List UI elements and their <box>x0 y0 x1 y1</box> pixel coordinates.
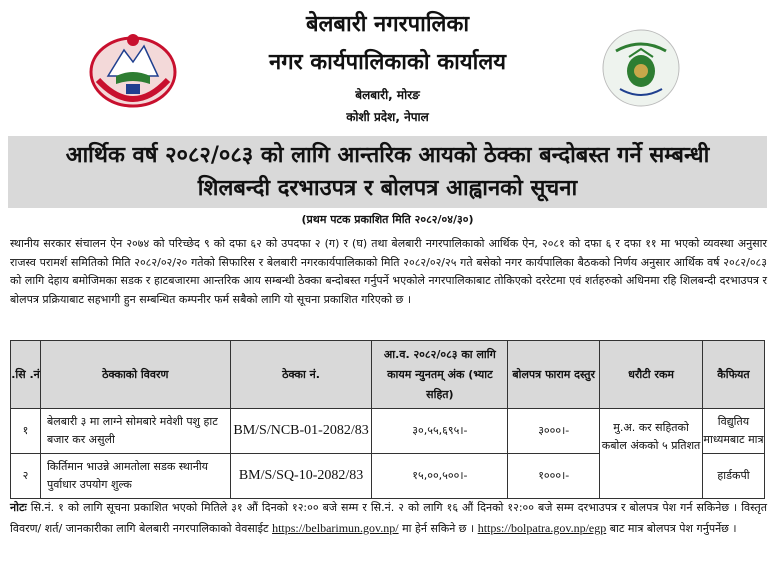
col-header-form-fee: बोलपत्र फाराम दस्तुर <box>508 341 600 409</box>
nepal-emblem-icon <box>86 28 180 110</box>
row-contract-no: BM/S/SQ-10-2082/83 <box>230 454 372 499</box>
office-name: नगर कार्यपालिकाको कार्यालय <box>269 50 506 75</box>
table-row <box>11 409 765 454</box>
col-header-remarks: कैफियत <box>702 341 764 409</box>
municipality-name: बेलबारी नगरपालिका <box>305 12 470 37</box>
row-description: बेलबारी ३ मा लाग्ने सोमबारे मवेशी पशु हाट बजार कर असुली <box>40 409 230 454</box>
row-contract-no: BM/S/NCB-01-2082/83 <box>230 409 372 454</box>
note-text-3: बाट मात्र बोलपत्र पेश गर्नुपर्नेछ । <box>606 522 737 535</box>
notice-title-line-2: शिलबन्दी दरभाउपत्र र बोलपत्र आह्वानको सूचना <box>197 176 578 201</box>
row-min-amount: १५,००,५००।- <box>372 454 508 499</box>
notice-title-line-1: आर्थिक वर्ष २०८२/०८३ को लागि आन्तरिक आयको ठेक्का बन्दोबस्त गर्ने सम्बन्धी <box>65 143 710 168</box>
notice-body-paragraph: स्थानीय सरकार संचालन ऐन २०७४ को परिच्छेद ९ को दफा ६२ को उपदफा २ (ग) र (घ) तथा बेलबारी नगरपालिकाको आर्थिक ऐन, २०८१ को दफा ६ र दफा ११ मा भएको व्यवस्था अनुसार राजस्व परामर्श समितिको मिति २०८२/०२/२० गतेको सिफारिस र बेलबारी नगरकार्यपालिकाको मिति २०८२/०२/२५ गते बसेको नगर कार्यपालिका बैठकको निर्णय अनुसार आर्थिक वर्ष २०८२/०८३ को लागि देहाय बमोजिमका सडक र हाटबजारमा आन्तरिक आय सम्बन्धी ठेक्का बन्दोबस्त गर्नुपर्ने भएकोले नगरपालिकाबाट तोकिएको दररेटमा एवं शर्तहरुको अधिनमा रहि शिलबन्दी दरभाउपत्र र बोलपत्र प्रक्रियाबाट सहभागी हुन सम्बन्धित कम्पनीर फर्म सबैको लागि यो सूचना प्रकाशित गरिएको छ । <box>10 237 767 306</box>
col-header-contract-no: ठेक्का नं. <box>230 341 372 409</box>
row-sn: २ <box>11 454 41 499</box>
deposit-amount: मु.अ. कर सहितको कबोल अंकको ५ प्रतिशत <box>600 409 703 499</box>
row-sn: १ <box>11 409 41 454</box>
col-header-sn: .सि .नं <box>11 341 41 409</box>
row-description: किर्तिमान भाउन्ने आमतोला सडक स्थानीय पुर्वाधार उपयोग शुल्क <box>40 454 230 499</box>
col-header-description: ठेक्काको विवरण <box>40 341 230 409</box>
row-form-fee: १०००।- <box>508 454 600 499</box>
contract-table <box>10 340 765 499</box>
row-min-amount: ३०,५५,६९५।- <box>372 409 508 454</box>
col-header-min-amount: आ.व. २०८२/०८३ का लागि कायम न्युनतम् अंक (भ्याट सहित) <box>372 341 508 409</box>
publication-date: (प्रथम पटक प्रकाशित मिति २०८२/०४/३०) <box>301 213 474 226</box>
row-remarks: विद्युतिय माध्यमबाट मात्र <box>702 409 764 454</box>
office-location: बेलबारी, मोरङ <box>355 88 420 102</box>
notice-header <box>0 0 775 136</box>
municipality-website-link[interactable]: https://belbarimun.gov.np/ <box>272 521 399 535</box>
note-label: नोटः <box>10 501 27 514</box>
notice-title-banner <box>8 136 767 208</box>
office-province: कोशी प्रदेश, नेपाल <box>346 110 429 124</box>
table-header-row <box>11 341 765 409</box>
note-text-1: सि.नं. १ को लागि सूचना प्रकाशित भएको मितिले ३१ औं दिनको १२:०० बजे सम्म र सि.नं. २ को लागि १६ औं दिनको १२:०० बजे सम्म दरभाउपत्र र बोलपत्र पेश गर्न सकिनेछ । विस्तृत विवरण/ शर्त/ जानकारीका लागि बेलबारी नगरपालिकाको वेवसाईट <box>10 501 767 535</box>
municipality-logo-icon <box>596 27 686 109</box>
notice-footnote <box>10 498 767 539</box>
row-form-fee: ३०००।- <box>508 409 600 454</box>
row-remarks: हार्डकपी <box>702 454 764 499</box>
note-text-2: मा हेर्न सकिने छ । <box>398 522 478 535</box>
col-header-deposit: धरौटी रकम <box>600 341 703 409</box>
bolpatra-portal-link[interactable]: https://bolpatra.gov.np/egp <box>477 521 607 535</box>
